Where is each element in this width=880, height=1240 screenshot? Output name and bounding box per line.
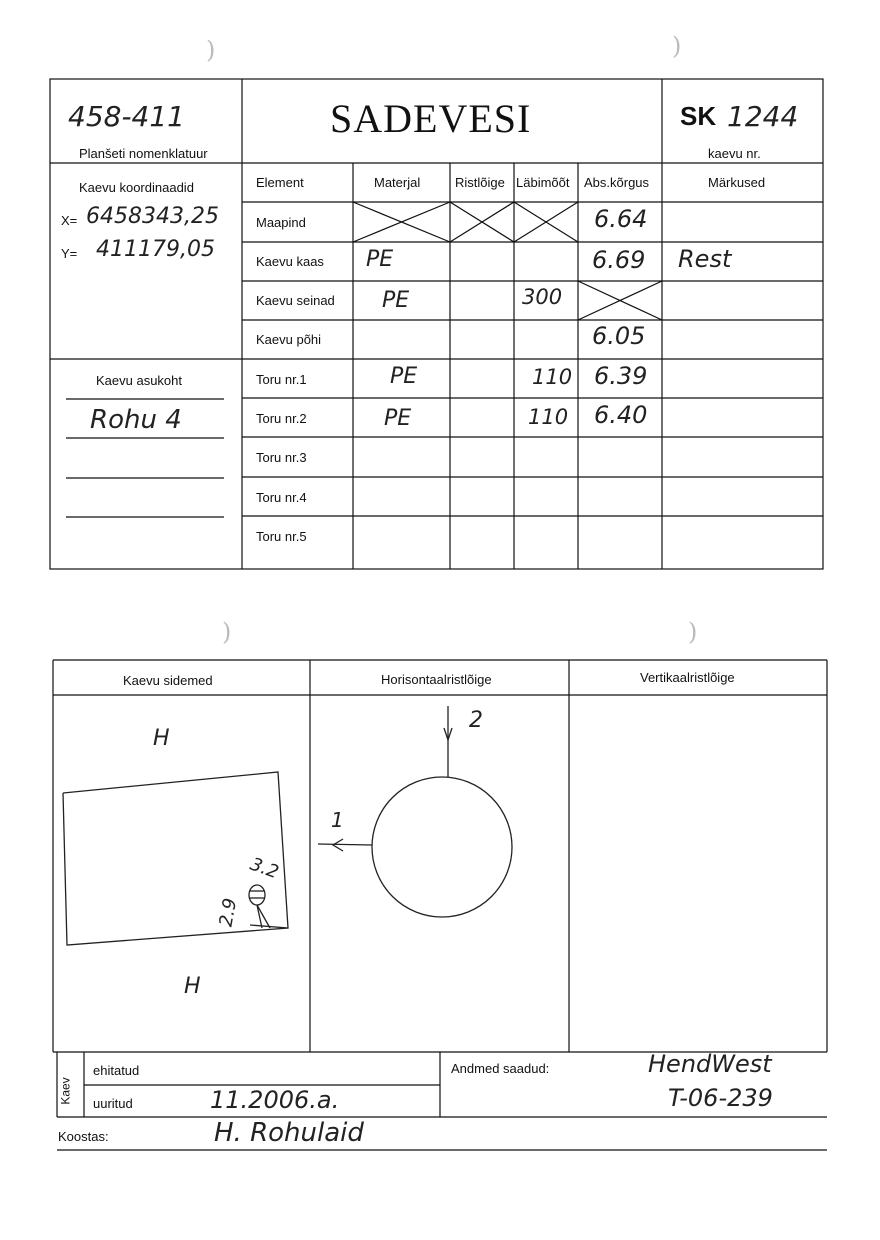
table-cell-material: PE (382, 288, 410, 313)
column-header-cross-section: Ristlõige (455, 175, 505, 190)
table-row-label: Kaevu kaas (256, 254, 324, 269)
data-received-label: Andmed saadud: (451, 1061, 550, 1076)
table-cell-elevation: 6.05 (592, 322, 646, 350)
table-cell-material: PE (390, 364, 418, 389)
data-code: T-06-239 (668, 1084, 773, 1112)
table-cell-diameter: 110 (532, 365, 573, 389)
column-header-material: Materjal (374, 175, 421, 190)
author-label: Koostas: (58, 1129, 109, 1144)
sketch-label-hydrant: H (184, 974, 201, 999)
table-row-label: Kaevu seinad (256, 293, 335, 308)
column-header-diameter: Läbimõõt (516, 175, 570, 190)
punch-mark: ) (672, 32, 682, 60)
surveyed-label: uuritud (93, 1096, 133, 1111)
nomenclature-value: 458-411 (68, 100, 185, 133)
x-coordinate-value: 6458343,25 (86, 204, 219, 229)
punch-mark: ) (688, 618, 698, 646)
sketch-label-hydrant: H (153, 726, 170, 751)
table-cell-elevation: 6.39 (594, 362, 648, 390)
pipe-label: 1 (331, 808, 344, 832)
author-value: H. Rohulaid (214, 1118, 364, 1148)
well-prefix: SK (680, 101, 717, 131)
page-title: SADEVESI (330, 96, 532, 141)
table-row-label: Kaevu põhi (256, 332, 322, 347)
table-cell-material: PE (384, 406, 412, 431)
nomenclature-label: Planšeti nomenklatuur (79, 146, 208, 161)
table-cell-elevation: 6.69 (592, 246, 646, 274)
horizontal-section-sketch (318, 706, 512, 917)
punch-mark: ) (206, 36, 216, 64)
table-cell-notes: Rest (678, 245, 732, 273)
section-header-horizontal: Horisontaalristlõige (381, 672, 492, 687)
table-row-label: Toru nr.3 (256, 450, 307, 465)
section-header-ties: Kaevu sidemed (123, 673, 213, 688)
built-label: ehitatud (93, 1063, 140, 1078)
punch-mark: ) (222, 618, 232, 646)
table-row-label: Toru nr.2 (256, 411, 307, 426)
surveyed-value: 11.2006.a. (210, 1086, 340, 1114)
sketch-distance: 2.9 (215, 896, 242, 929)
table-row-label: Toru nr.5 (256, 529, 307, 544)
coordinates-label: Kaevu koordinaadid (79, 180, 194, 195)
column-header-elevation: Abs.kõrgus (584, 175, 650, 190)
well-number: 1244 (727, 100, 799, 133)
y-coordinate-label: Y= (61, 246, 78, 261)
table-row-label: Toru nr.4 (256, 490, 307, 505)
section-header-vertical: Vertikaalristlõige (640, 670, 735, 685)
table-cell-elevation: 6.40 (594, 401, 648, 429)
x-coordinate-label: X= (61, 213, 78, 228)
location-label: Kaevu asukoht (96, 373, 183, 388)
footer-vertical-label: Kaev (58, 1077, 73, 1105)
data-source: HendWest (648, 1050, 772, 1078)
location-value: Rohu 4 (90, 405, 182, 435)
table-cell-diameter: 110 (528, 405, 569, 429)
pipe-label: 2 (469, 708, 483, 733)
column-header-element: Element (256, 175, 304, 190)
column-header-notes: Märkused (708, 175, 766, 190)
table-row-label: Maapind (256, 215, 306, 230)
table-cell-elevation: 6.64 (594, 205, 648, 233)
well-number-label: kaevu nr. (708, 146, 761, 161)
sketch-distance: 3.2 (247, 853, 282, 884)
y-coordinate-value: 411179,05 (96, 237, 215, 262)
table-cell-material: PE (366, 247, 394, 272)
table-row-label: Toru nr.1 (256, 372, 307, 387)
table-cell-diameter: 300 (522, 285, 563, 309)
